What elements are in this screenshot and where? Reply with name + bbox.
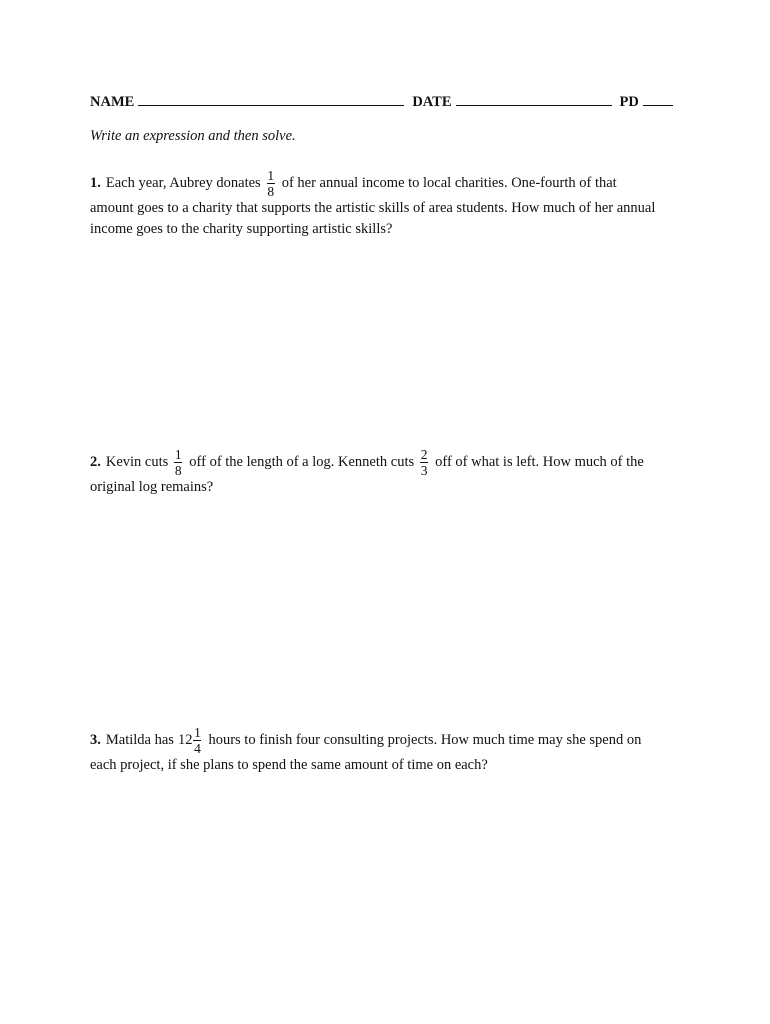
pd-blank[interactable] [643,92,673,106]
fraction-numerator: 1 [194,724,201,740]
instructions: Write an expression and then solve. [90,128,296,144]
question-1-line-2: amount goes to a charity that supports the artistic skills of area students. How much of her annual [90,200,656,216]
date-label: DATE [412,94,452,110]
fraction [193,726,201,755]
fraction-denominator: 8 [174,462,182,478]
question-text: Each year, Aubrey donates [105,174,261,191]
header-line [90,92,680,111]
question-1 [90,168,690,240]
question-3 [90,725,690,776]
fraction [267,169,275,198]
question-text: Matilda has [105,731,174,748]
name-label: NAME [90,94,135,110]
fraction [420,448,428,477]
question-text: off of the length of a log. Kenneth cuts [189,453,415,470]
mixed-number-whole: 12 [177,731,193,748]
question-number: 1. [90,174,101,191]
question-2 [90,447,690,498]
question-text: of her annual income to local charities. One-fourth of that [281,174,617,191]
question-text: off of what is left. How much of the [435,453,644,470]
question-text: hours to finish four consulting projects. How much time may she spend on [208,731,642,748]
fraction-denominator: 8 [267,183,275,199]
question-2-line-1 [90,447,690,477]
fraction-numerator: 2 [420,446,428,462]
fraction-denominator: 3 [420,462,428,478]
question-number: 2. [90,453,101,470]
fraction-numerator: 1 [267,167,275,183]
question-3-line-2: each project, if she plans to spend the same amount of time on each? [90,757,488,773]
question-1-line-1 [90,168,690,198]
question-1-line-3: income goes to the charity supporting artistic skills? [90,221,393,237]
question-number: 3. [90,731,101,748]
question-2-line-2: original log remains? [90,479,214,495]
date-blank[interactable] [456,92,612,106]
fraction-denominator: 4 [194,740,201,756]
name-blank[interactable] [138,92,404,106]
pd-label: PD [619,94,639,110]
fraction-numerator: 1 [174,446,182,462]
fraction [174,448,182,477]
question-text: Kevin cuts [105,453,169,470]
question-3-line-1 [90,725,690,755]
